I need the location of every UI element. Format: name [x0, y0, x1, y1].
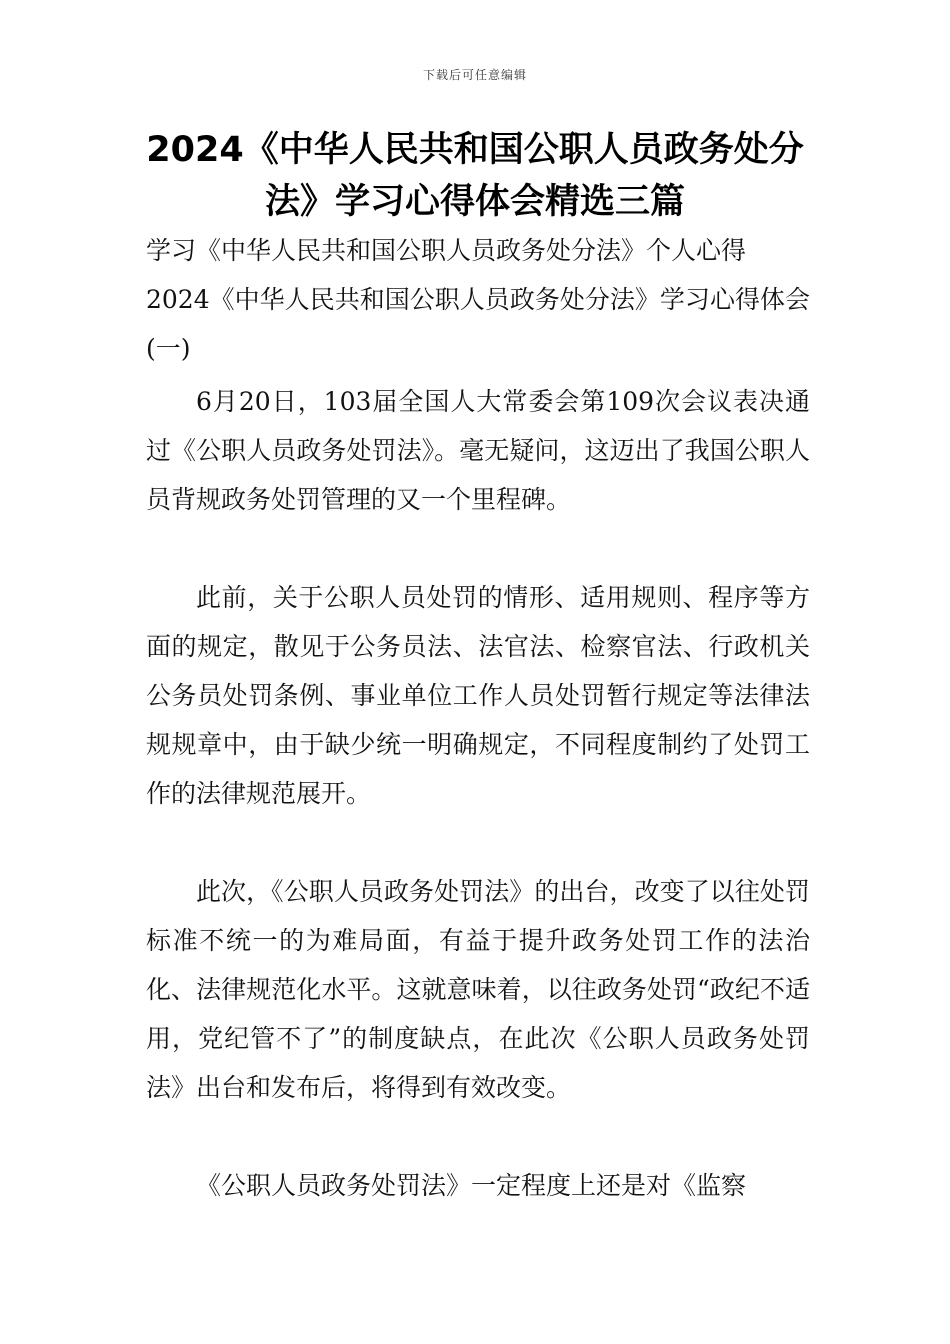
paragraph-3: 此次，《公职人员政务处罚法》的出台，改变了以往处罚标准不统一的为难局面，有益于提升政务处罚工作的法治化、法律规范化水平。这就意味着，以往政务处罚“政纪不适用，党纪管不了”的制度缺点，在此次《公职人员政务处罚法》出台和发布后，将得到有效改变。 — [146, 877, 810, 1102]
paragraph-2: 此前，关于公职人员处罚的情形、适用规则、程序等方面的规定，散见于公务员法、法官法、检察官法、行政机关公务员处罚条例、事业单位工作人员处罚暂行规定等法律法规规章中，由于缺少统一明确规定，不同程度制约了处罚工作的法律规范展开。 — [146, 583, 810, 808]
paragraph-1: 6月20日，103届全国人大常委会第109次会议表决通过《公职人员政务处罚法》。毫无疑问，这迈出了我国公职人员背规政务处罚管理的又一个里程碑。 — [146, 387, 810, 514]
paragraph-gap — [146, 818, 810, 867]
section-heading: 2024《中华人民共和国公职人员政务处分法》学习心得体会(一) — [146, 285, 810, 363]
document-subtitle: 学习《中华人民共和国公职人员政务处分法》个人心得 — [146, 236, 747, 265]
document-title: 2024《中华人民共和国公职人员政务处分法》学习心得体会精选三篇 — [146, 130, 804, 222]
paragraph-gap — [146, 1112, 810, 1161]
paragraph-gap — [146, 524, 810, 573]
document-body — [146, 226, 810, 1210]
paragraph-4: 《公职人员政务处罚法》一定程度上还是对《监察 — [196, 1171, 747, 1200]
page-header-note: 下载后可任意编辑 — [422, 68, 527, 82]
